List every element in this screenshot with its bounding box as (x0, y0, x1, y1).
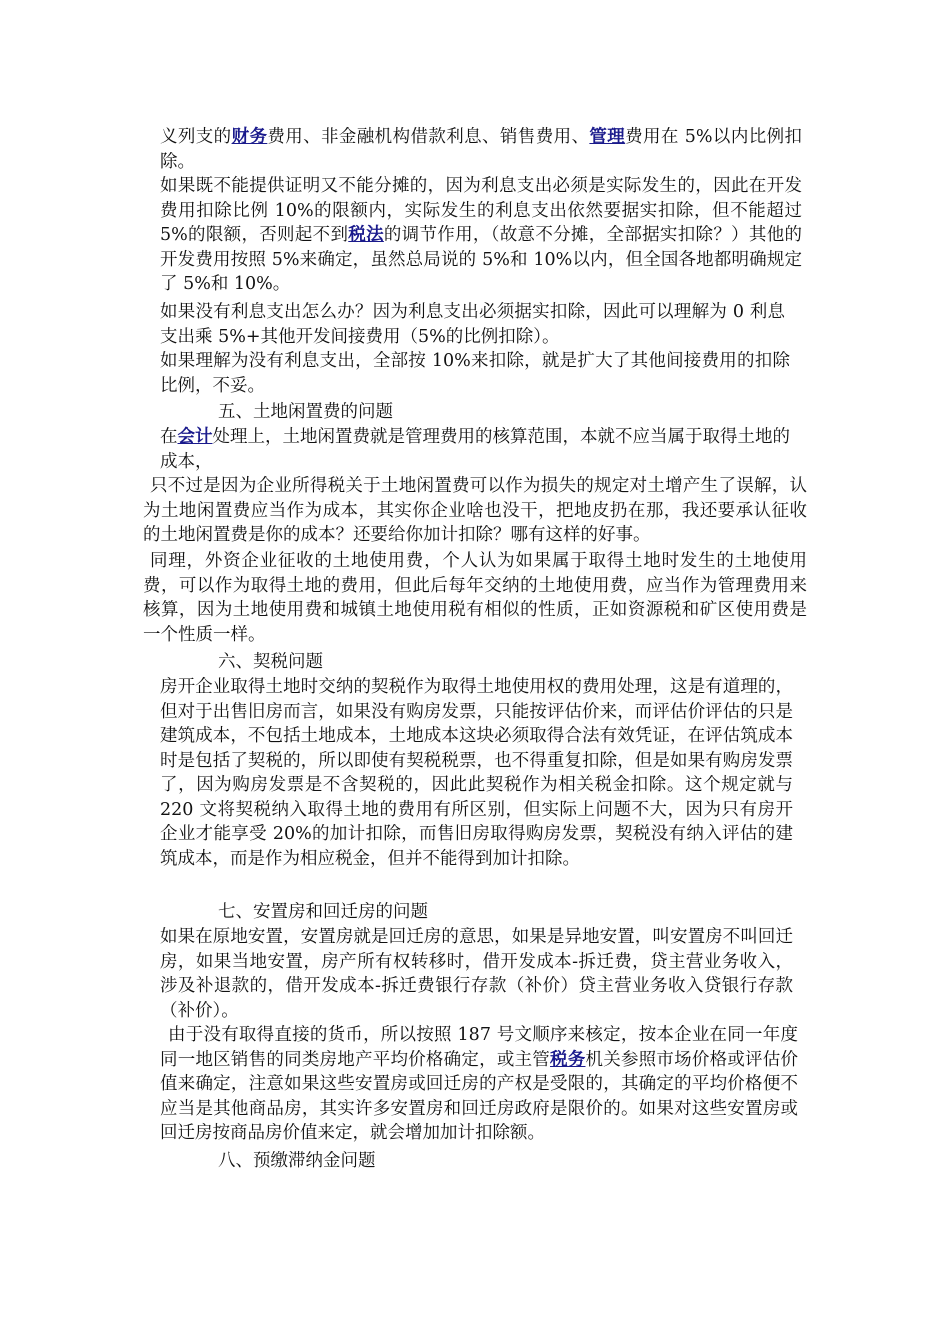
tax-law-link[interactable]: 税法 (348, 225, 384, 245)
paragraph-land-use-fee: 同理，外资企业征收的土地使用费，个人认为如果属于取得土地时发生的土地使用费，可以作为取得土地的费用，但此后每年交纳的土地使用费，应当作为管理费用来核算，因为土地使用费和城镇土地使用税有相似的性质，正如资源税和矿区使用费是一个性质一样。 (143, 551, 807, 645)
accounting-link[interactable]: 会计 (177, 427, 213, 447)
management-link[interactable]: 管理 (589, 127, 626, 147)
heading-deed-tax: 六、契税问题 (218, 652, 323, 672)
paragraph-resettlement-accounting: 如果在原地安置，安置房就是回迁房的意思，如果是异地安置，叫安置房不叫回迁房，如果当地安置，房产所有权转移时，借开发成本-拆迁费，贷主营业务收入，涉及补退款的，借开发成本-拆迁费银行存款（补价）贷主营业务收入贷银行存款（补价）。 (160, 927, 793, 1021)
paragraph-expense-ratio: 义列支的财务费用、非金融机构借款利息、销售费用、管理费用在 5%以内比例扣除。 (160, 127, 802, 172)
paragraph-accounting-idle-fee: 在会计处理上，土地闲置费就是管理费用的核算范围，本就不应当属于取得土地的成本， (160, 427, 790, 472)
paragraph-resettlement-valuation: 由于没有取得直接的货币，所以按照 187 号文顺序来核定，按本企业在同一年度同一地区销售的同类房地产平均价格确定，或主管税务机关参照市场价格或评估价值来确定，注意如果这些安置房或回迁房的产权是受限的，其确定的平均价格便不应当是其他商品房，其实许多安置房和回迁房政府是限价的。如果对这些安置房或回迁房按商品房价值来定，就会增加加计扣除额。 (160, 1025, 799, 1143)
paragraph-idle-fee-misunderstanding: 只不过是因为企业所得税关于土地闲置费可以作为损失的规定对土增产生了误解，认为土地闲置费应当作为成本，其实你企业啥也没干，把地皮扔在那，我还要承认征收的土地闲置费是你的成本？还要给你加计扣除？哪有这样的好事。 (143, 476, 807, 545)
paragraph-deed-tax: 房开企业取得土地时交纳的契税作为取得土地使用权的费用处理，这是有道理的，但对于出售旧房而言，如果没有购房发票，只能按评估价来，而评估价评估的只是建筑成本，不包括土地成本，土地成本这块必须取得合法有效凭证，在评估筑成本时是包括了契税的，所以即使有契税税票，也不得重复扣除，但是如果有购房发票了，因为购房发票是不含契税的，因此此契税作为相关税金扣除。这个规定就与 220 文将契税纳入取得土地的费用有所区别，但实际上问题不大，因为只有房开企业才能享受 20%的加计扣除，而售旧房取得购房发票，契税没有纳入评估的建筑成本，而是作为相应税金，但并不能得到加计扣除。 (160, 677, 793, 869)
paragraph-interest-no-proof: 如果既不能提供证明又不能分摊的，因为利息支出必须是实际发生的，因此在开发费用扣除比例 10%的限额内，实际发生的利息支出依然要据实扣除，但不能超过 5%的限额，否则起不到税法的调节作用，（故意不分摊，全部据实扣除？）其他的开发费用按照 5%来确定，虽然总局说的 5%和 10%以内，但全国各地都明确规定了 5%和 10%。 (160, 176, 803, 294)
paragraph-ten-percent: 如果理解为没有利息支出，全部按 10%来扣除，就是扩大了其他间接费用的扣除比例，不妥。 (160, 351, 790, 396)
finance-link[interactable]: 财务 (231, 127, 268, 147)
heading-resettlement-housing: 七、安置房和回迁房的问题 (218, 902, 428, 922)
heading-land-idle-fee: 五、土地闲置费的问题 (218, 402, 393, 422)
taxation-link[interactable]: 税务 (550, 1049, 586, 1070)
heading-late-fee: 八、预缴滞纳金问题 (218, 1151, 376, 1171)
paragraph-no-interest: 如果没有利息支出怎么办？因为利息支出必须据实扣除，因此可以理解为 0 利息支出乘 5%+其他开发间接费用（5%的比例扣除）。 (160, 302, 785, 347)
